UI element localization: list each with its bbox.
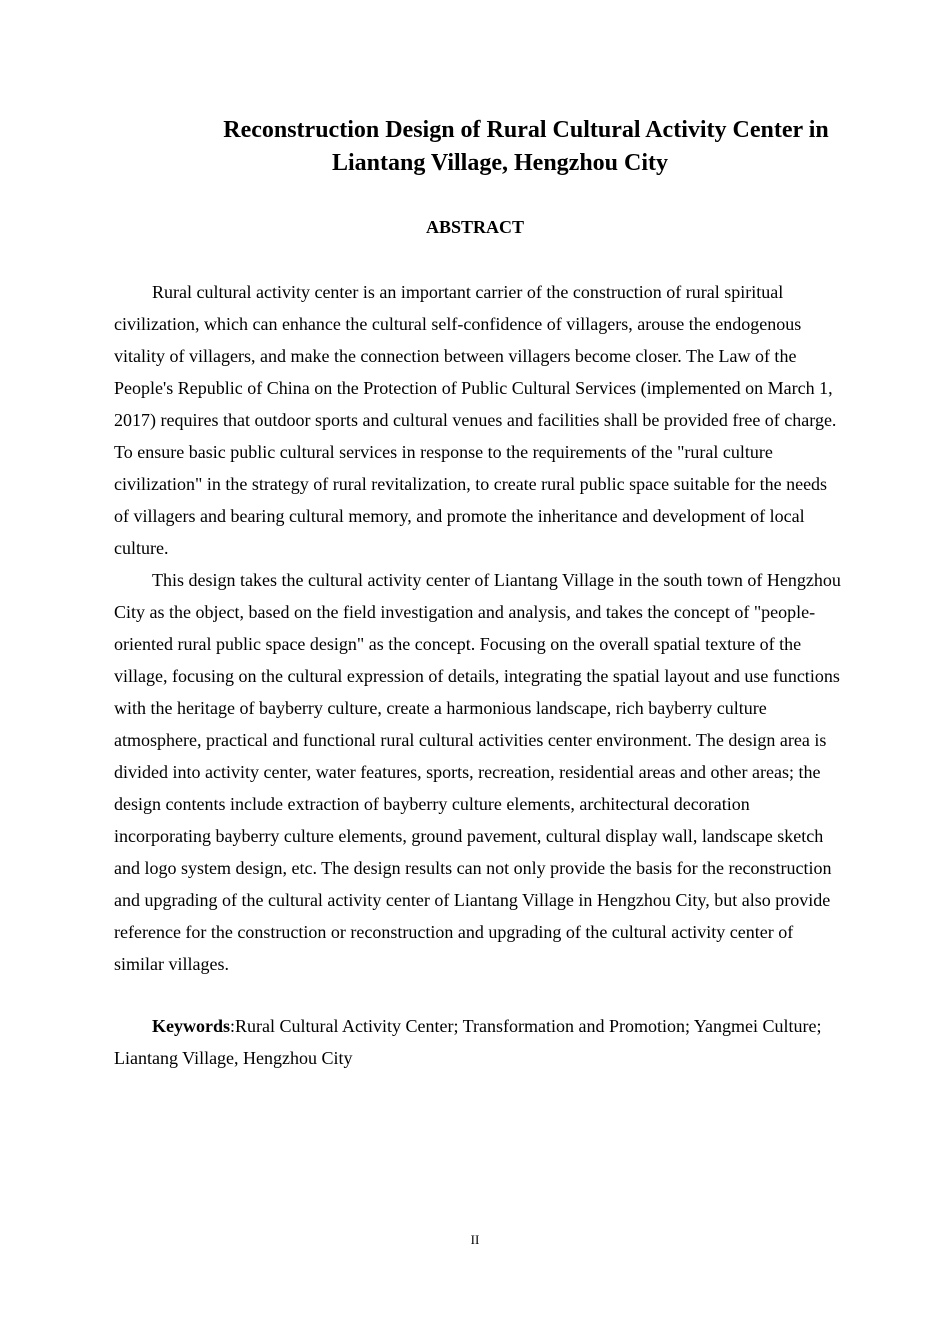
keywords-separator: :: [230, 1016, 236, 1036]
keywords-label: Keywords: [152, 1016, 230, 1036]
title-line-2: Liantang Village, Hengzhou City: [331, 150, 669, 176]
abstract-paragraph-1: Rural cultural activity center is an important carrier of the construction of rural spiritual civilization, which can enhance the cultural self-confidence of villagers, arouse the endogenous vitality of villagers, and make the connection between villagers become closer. The Law of the People's Republic of China on the Protection of Public Cultural Services (implemented on March 1, 2017) requires that outdoor sports and cultural venues and facilities shall be provided free of charge. To ensure basic public cultural services in response to the requirements of the "rural culture civilization" in the strategy of rural revitalization, to create rural public space suitable for the needs of villagers and bearing cultural memory, and promote the inheritance and development of local culture.: [114, 282, 837, 558]
abstract-body: [114, 276, 844, 980]
keywords-line: [114, 1010, 834, 1074]
title-line-1: Reconstruction Design of Rural Cultural Activity Center in: [223, 117, 829, 143]
abstract-paragraph-2: This design takes the cultural activity center of Liantang Village in the south town of Hengzhou City as the object, based on the field investigation and analysis, and takes the concept of "people-oriented rural public space design" as the concept. Focusing on the overall spatial texture of the village, focusing on the cultural expression of details, integrating the spatial layout and use functions with the heritage of bayberry culture, create a harmonious landscape, rich bayberry culture atmosphere, practical and functional rural cultural activities center environment. The design area is divided into activity center, water features, sports, recreation, residential areas and other areas; the design contents include extraction of bayberry culture elements, architectural decoration incorporating bayberry culture elements, ground pavement, cultural display wall, landscape sketch and logo system design, etc. The design results can not only provide the basis for the reconstruction and upgrading of the cultural activity center of Liantang Village in Hengzhou City, but also provide reference for the construction or reconstruction and upgrading of the cultural activity center of similar villages.: [114, 570, 841, 974]
abstract-heading: ABSTRACT: [425, 217, 525, 237]
page-number: II: [470, 1232, 480, 1247]
document-title: [100, 114, 900, 180]
keywords-text: Rural Cultural Activity Center; Transformation and Promotion; Yangmei Culture; Liantang Village, Hengzhou City: [114, 1016, 822, 1068]
